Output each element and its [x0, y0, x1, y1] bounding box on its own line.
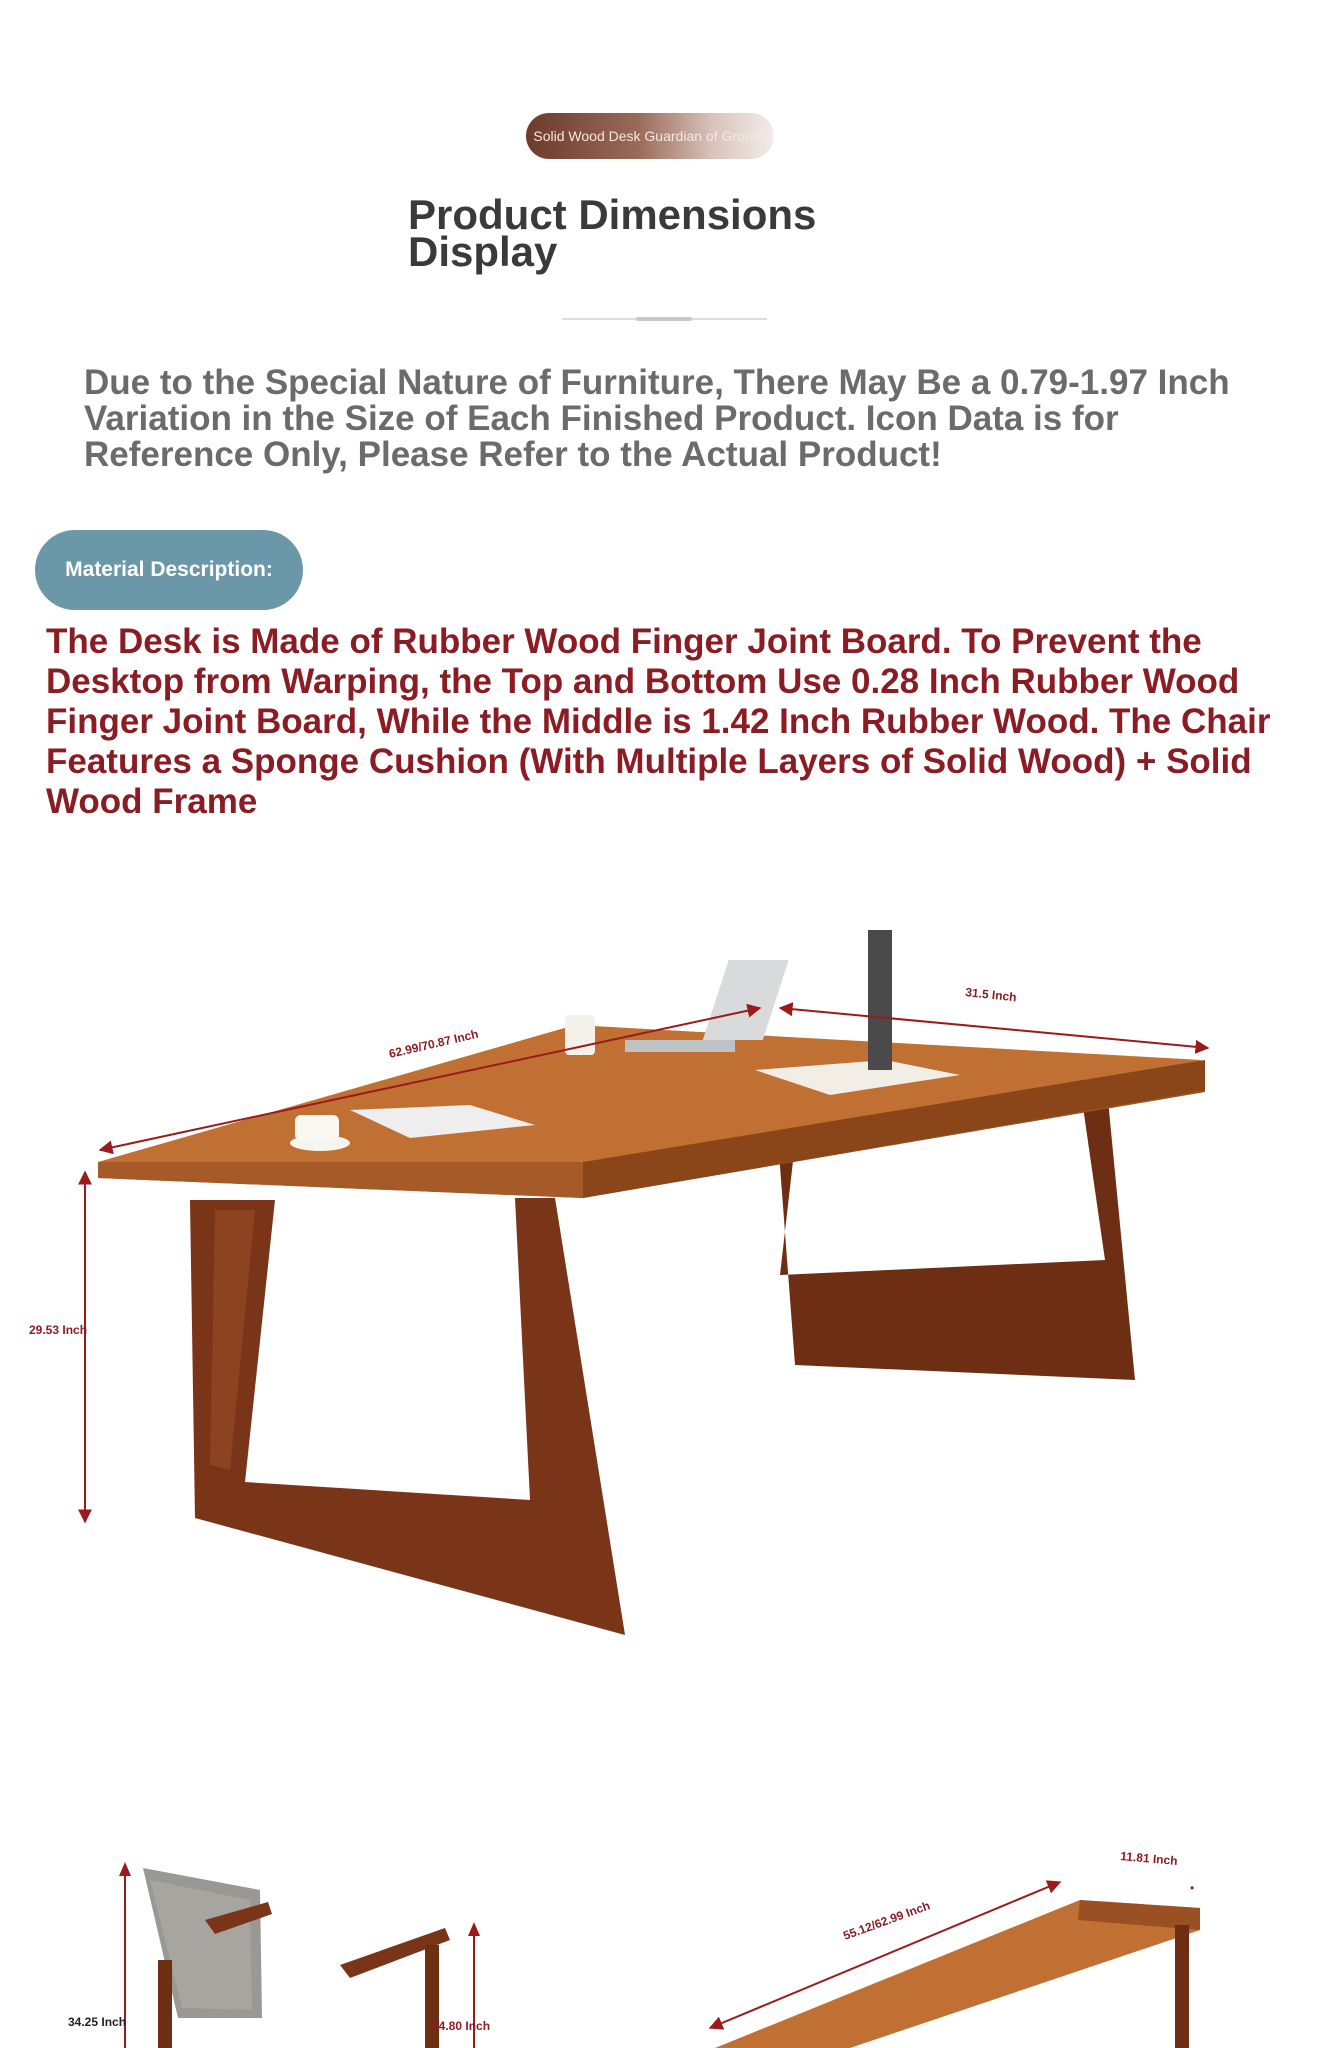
page-title: Product Dimensions Display — [408, 191, 817, 275]
chair-illustration — [0, 1840, 520, 2048]
desk-length-label: 62.99/70.87 Inch — [387, 1026, 480, 1061]
laptop-icon — [703, 960, 789, 1040]
desk-front-leg — [190, 1198, 625, 1635]
chair-height-label: 34.25 Inch — [68, 2015, 127, 2029]
desk-height-label: 29.53 Inch — [29, 1323, 88, 1337]
figurine-icon — [868, 930, 892, 1070]
svg-text:•: • — [1190, 1881, 1195, 1895]
size-variation-notice: Due to the Special Nature of Furniture, There May Be a 0.79-1.97 Inch Variation in the Size of Each Finished Product. Icon Data is for Reference Only, Please Refer to the Actual Product! — [84, 363, 1230, 474]
desk-illustration — [0, 910, 1322, 1650]
title-divider-mark — [636, 317, 692, 321]
chair-seat-height-label: 24.80 Inch — [432, 2019, 491, 2033]
desk-width-label: 31.5 Inch — [964, 985, 1018, 1005]
material-label: Material Description: — [35, 530, 303, 610]
bench-illustration — [640, 1830, 1322, 2048]
bench-width-label: 11.81 Inch — [1119, 1849, 1179, 1868]
material-description: The Desk is Made of Rubber Wood Finger Joint Board. To Prevent the Desktop from Warping, the Top and Bottom Use 0.28 Inch Rubber Wood Finger Joint Board, While the Middle is 1.42 Inch Rubber Wood. The Chair Features a Sponge Cushion (With Multiple Layers of Solid Wood) + Solid Wood Frame — [46, 622, 1271, 821]
bench-length-label: 55.12/62.99 Inch — [841, 1898, 932, 1943]
header-badge: Solid Wood Desk Guardian of Growth — [526, 113, 774, 159]
